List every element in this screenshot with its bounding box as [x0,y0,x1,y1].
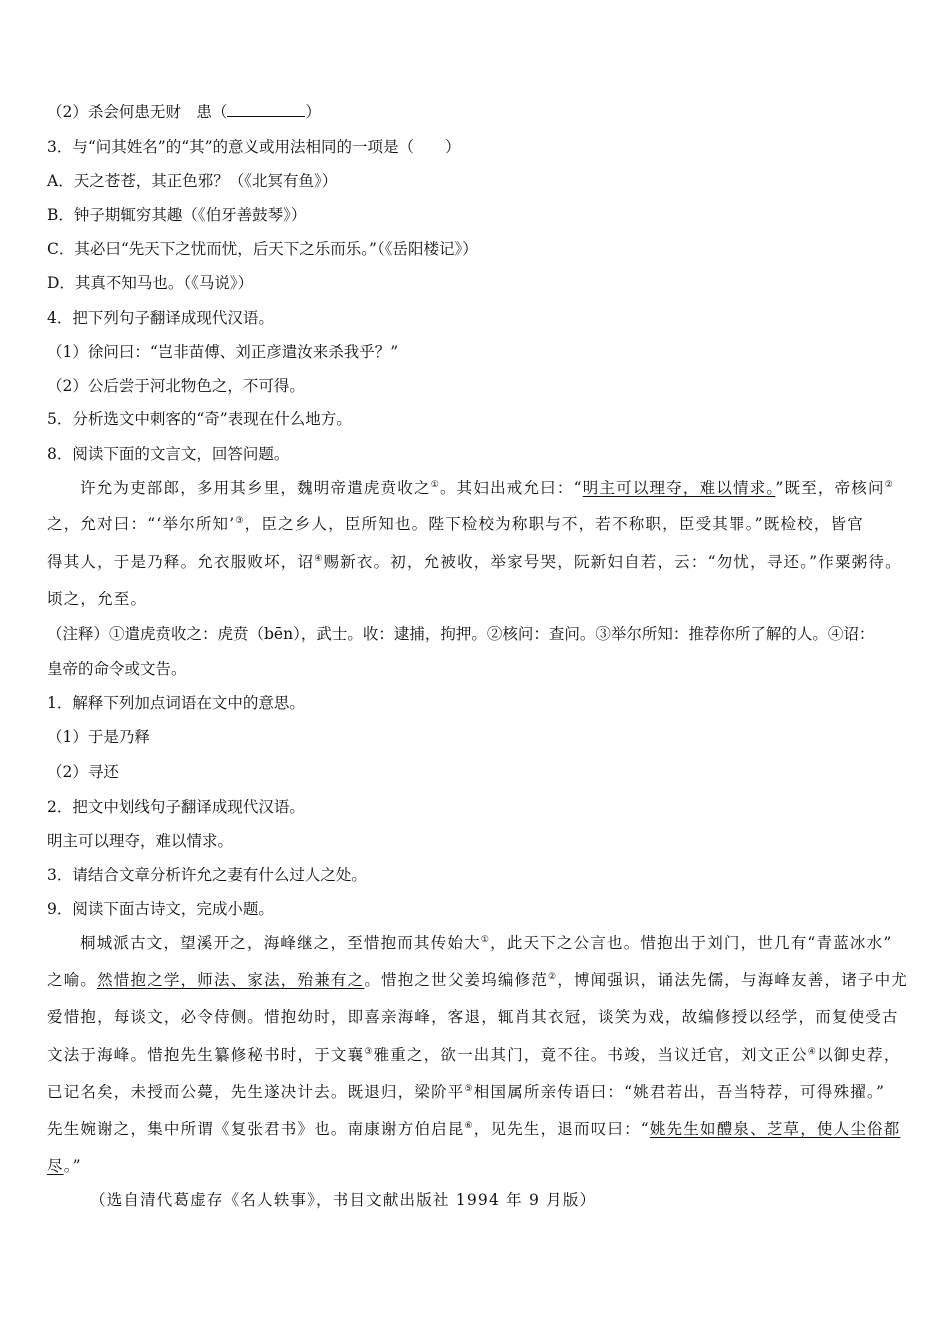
passage-8-line-3: 得其人，于是乃释。允衣服败坏，诏④赐新衣。初，允被收，举家号哭，阮新妇自若，云：“勿忧，寻还。”作粟粥待。 [47,553,902,571]
passage-9-line-6: 先生婉谢之，集中所谓《复张君书》也。南康谢方伯启昆⑥，见先生，退而叹曰：“姚先生如醴泉、芝草，使人尘俗都 [47,1120,901,1138]
underlined-sentence: 明主可以理夺，难以情求。 [582,479,776,497]
passage-8-line-4: 顷之，允至。 [47,590,148,608]
option-d: D．其真不知马也。（《马说》） [47,274,254,292]
question-8: 8．阅读下面的文言文，回答问题。 [47,445,290,463]
q2-item-2: （2）杀会何患无财 患（ ） [47,103,321,121]
passage-8-line-2: 之，允对曰：“‘举尔所知’③，臣之乡人，臣所知也。陛下检校为称职与不，若不称职，臣受其罪。”既检校，皆官 [47,515,864,533]
question-4-item-1: （1）徐问曰：“岂非苗傅、刘正彦遣汝来杀我乎？” [47,343,399,361]
source-citation: （选自清代葛虚存《名人轶事》，书目文献出版社 1994 年 9 月版） [90,1191,597,1209]
question-8-3: 3．请结合文章分析许允之妻有什么过人之处。 [47,866,367,884]
option-b: B．钟子期辄穷其趣（《伯牙善鼓琴》） [47,206,307,224]
annotation-8-line-2: 皇帝的命令或文告。 [47,660,187,678]
question-4-item-2: （2）公后尝于河北物色之，不可得。 [47,377,305,395]
question-5: 5．分析选文中刺客的“奇”表现在什么地方。 [47,410,352,428]
passage-8-line-1: 许允为吏部郎，多用其乡里，魏明帝遣虎贲收之①。其妇出戒允曰：“明主可以理夺，难以情求。”既至，帝核问② [80,479,894,497]
annotation-8-line-1: （注释）①遣虎贲收之：虎贲（bēn），武士。收：逮捕，拘押。②核问：查问。③举尔所知：推荐你所了解的人。④诏： [47,625,875,643]
question-9: 9．阅读下面古诗文，完成小题。 [47,900,274,918]
option-c: C．其必曰“先天下之忧而忧，后天下之乐而乐。”（《岳阳楼记》） [47,240,478,258]
passage-9-line-1: 桐城派古文，望溪开之，海峰继之，至惜抱而其传始大①，此天下之公言也。惜抱出于刘门，世几有“青蓝冰水” [80,934,893,952]
passage-9-line-4: 文法于海峰。惜抱先生纂修秘书时，于文襄③雅重之，欲一出其门，竟不往。书竣，当议迁官，刘文正公④以御史荐， [47,1046,901,1064]
underlined-sentence-9a: 然惜抱之学，师法、家法，殆兼有之 [97,971,365,989]
passage-9-line-7: 尽。” [47,1157,82,1175]
question-8-1: 1．解释下列加点词语在文中的意思。 [47,694,305,712]
answer-blank[interactable] [227,102,305,117]
underlined-sentence-9b: 姚先生如醴泉、芝草，使人尘俗都 [649,1120,901,1138]
question-8-2-sentence: 明主可以理夺，难以情求。 [47,832,234,850]
question-3: 3．与“问其姓名”的“其”的意义或用法相同的一项是（ ） [47,138,461,156]
question-8-2: 2．把文中划线句子翻译成现代汉语。 [47,798,305,816]
question-4: 4．把下列句子翻译成现代汉语。 [47,309,274,327]
question-8-1-item-1: （1）于是乃释 [47,728,150,746]
question-8-1-item-2: （2）寻还 [47,763,119,781]
option-a: A．天之苍苍，其正色邪？（《北冥有鱼》） [47,172,338,190]
passage-9-line-3: 爱惜抱，每谈文，必令侍侧。惜抱幼时，即喜亲海峰，客退，辄肖其衣冠，谈笑为戏，故编修授以经学，而复使受古 [47,1008,899,1026]
passage-9-line-5: 已记名矣，未授而公薨，先生遂决计去。既退归，梁阶平⑤相国属所亲传语曰：“姚君若出，吾当特荐，可得殊擢。” [47,1083,886,1101]
passage-9-line-2: 之喻。然惜抱之学，师法、家法，殆兼有之。惜抱之世父姜坞编修范②，博闻强识，诵法先儒，与海峰友善，诸子中尤 [47,971,908,989]
